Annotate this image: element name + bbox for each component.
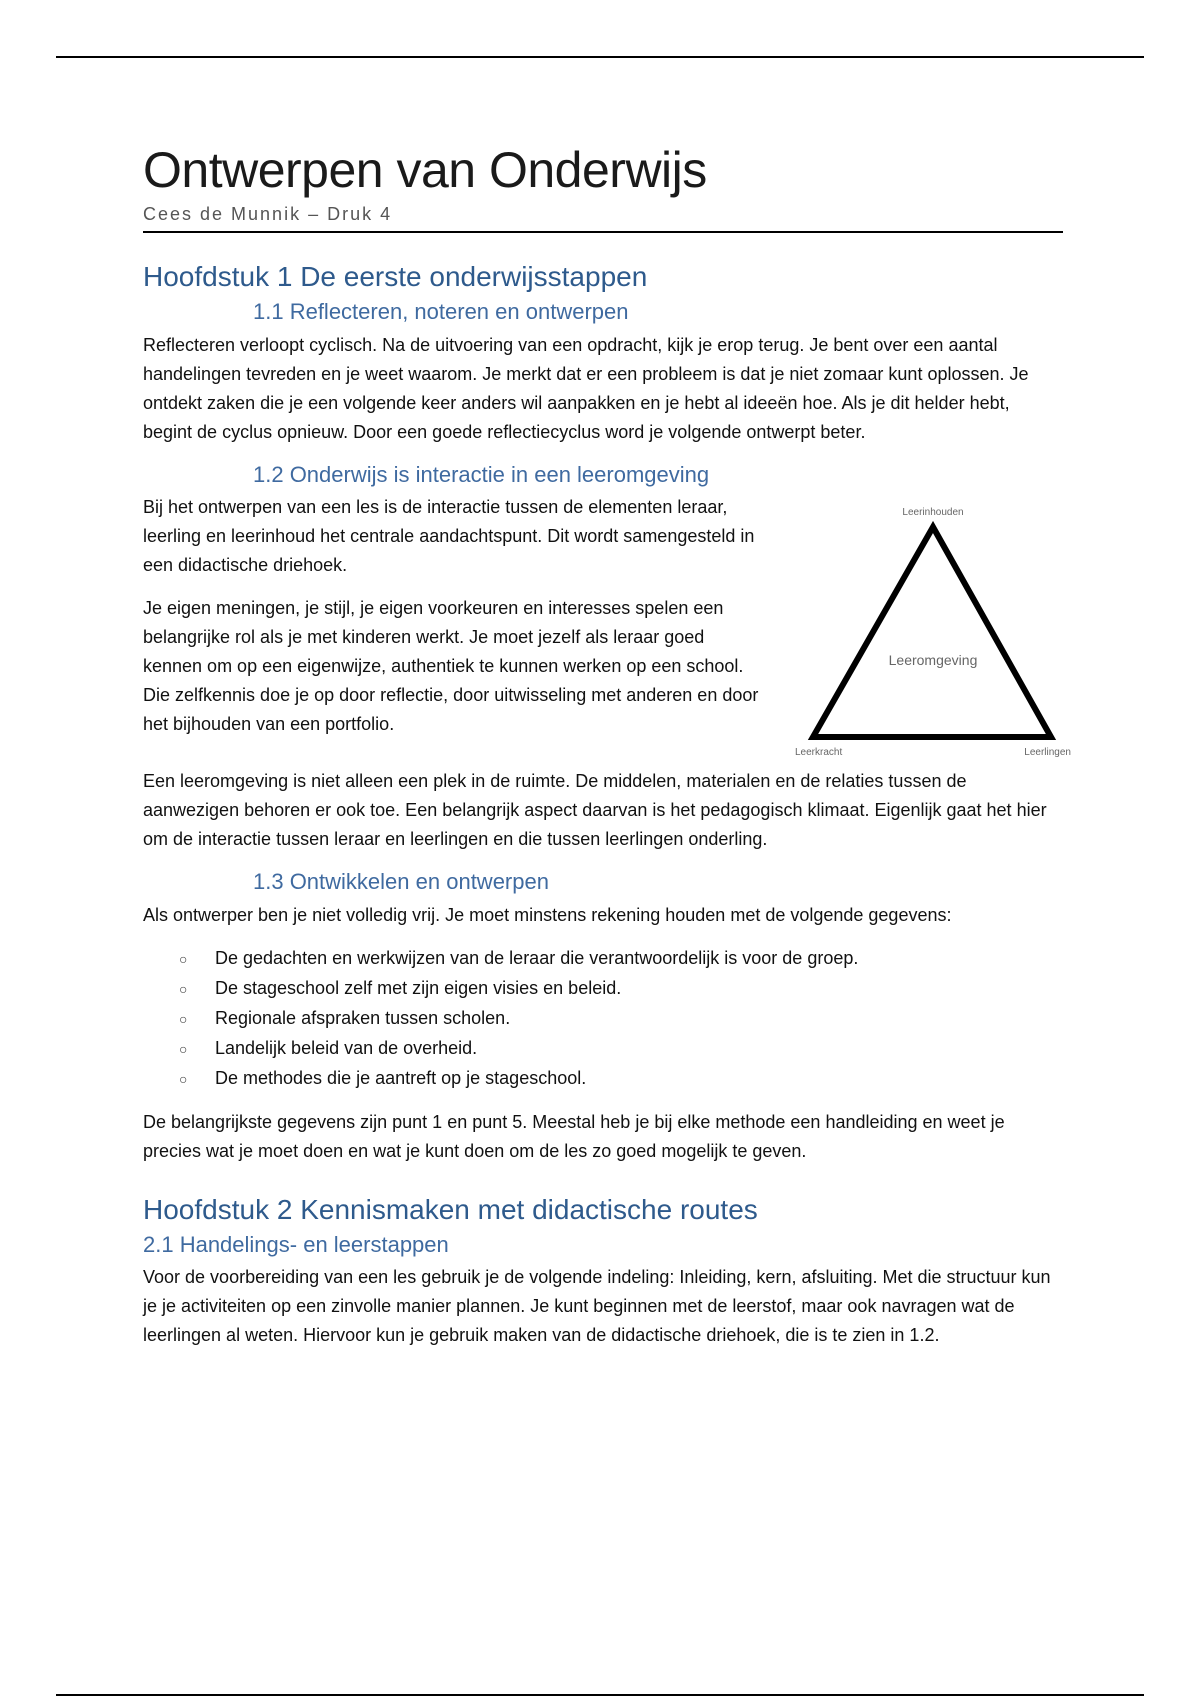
triangle-label-left: Leerkracht	[795, 747, 843, 759]
page-top-rule	[56, 56, 1144, 58]
document-subtitle: Cees de Munnik – Druk 4	[143, 204, 1063, 233]
didactic-triangle-diagram	[783, 497, 1083, 762]
section-1-2-paragraph-3: Een leeromgeving is niet alleen een plek in de ruimte. De middelen, materialen en de relaties tussen de aanwezigen behoren er ook toe. Een belangrijk aspect daarvan is het pedagogisch klimaat. Eigenlijk gaat het hier om de interactie tussen leraar en leerlingen en die tussen leerlingen onderling.	[143, 771, 1047, 850]
triangle-label-top: Leerinhouden	[902, 507, 964, 519]
section-1-3-paragraph-1: Als ontwerper ben je niet volledig vrij. Je moet minstens rekening houden met de volgende gegevens:	[143, 904, 952, 925]
list-item	[179, 1064, 1063, 1094]
list-item-text: De methodes die je aantreft op je stageschool.	[215, 1067, 587, 1088]
triangle-label-center: Leeromgeving	[888, 652, 978, 669]
document-title: Ontwerpen van Onderwijs	[143, 142, 707, 198]
section-1-3-paragraph-2: De belangrijkste gegevens zijn punt 1 en punt 5. Meestal heb je bij elke methode een handleiding en weet je precies wat je moet doen en wat je kunt doen om de les zo goed mogelijk te geven.	[143, 1111, 1005, 1161]
section-2-1-heading: 2.1 Handelings- en leerstappen	[143, 1231, 449, 1257]
chapter-2-heading: Hoofdstuk 2 Kennismaken met didactische routes	[143, 1193, 758, 1225]
list-item	[179, 1034, 1063, 1064]
list-item	[179, 944, 1063, 974]
page-bottom-rule	[56, 1694, 1144, 1696]
circle-bullet-icon: ○	[179, 950, 188, 967]
list-item	[179, 1004, 1063, 1034]
list-item	[179, 974, 1063, 1004]
chapter-1-heading: Hoofdstuk 1 De eerste onderwijsstappen	[143, 261, 648, 292]
section-1-3-bullet-list	[143, 944, 1063, 1094]
section-1-2-split	[143, 493, 1071, 767]
circle-bullet-icon: ○	[179, 1040, 188, 1057]
triangle-shape	[813, 527, 1051, 737]
triangle-label-right: Leerlingen	[1024, 747, 1071, 759]
section-1-1-paragraph: Reflecteren verloopt cyclisch. Na de uitvoering van een opdracht, kijk je erop terug. Je bent over een aantal handelingen tevreden en je weet waarom. Je merkt dat er een probleem is dat je niet zomaar kunt oplossen. Je ontdekt zaken die je een volgende keer anders wil aanpakken en je hebt al ideeën hoe. Als je dit helder hebt, begint de cyclus opnieuw. Door een goede reflectiecyclus word je volgende ontwerpt beter.	[143, 334, 1029, 442]
section-1-2-heading: 1.2 Onderwijs is interactie in een leeromgeving	[253, 461, 710, 487]
list-item-text: De gedachten en werkwijzen van de leraar die verantwoordelijk is voor de groep.	[215, 947, 859, 968]
didactic-triangle-figure	[783, 497, 1083, 767]
circle-bullet-icon: ○	[179, 1010, 188, 1027]
circle-bullet-icon: ○	[179, 1070, 188, 1087]
document-body	[143, 140, 1071, 1364]
list-item-text: De stageschool zelf met zijn eigen visies en beleid.	[215, 977, 622, 998]
section-1-1-heading: 1.1 Reflecteren, noteren en ontwerpen	[253, 299, 629, 324]
section-1-3-heading: 1.3 Ontwikkelen en ontwerpen	[253, 869, 549, 895]
list-item-text: Landelijk beleid van de overheid.	[215, 1037, 478, 1058]
circle-bullet-icon: ○	[179, 980, 188, 997]
section-1-2-paragraph-2: Je eigen meningen, je stijl, je eigen voorkeuren en interesses spelen een belangrijke rol als je met kinderen werkt. Je moet jezelf als leraar goed kennen om op een eigenwijze, authentiek te kunnen werken op een school. Die zelfkennis doe je op door reflectie, door uitwisseling met anderen en door het bijhouden van een portfolio.	[143, 598, 759, 735]
section-1-2-text-column	[143, 493, 768, 753]
list-item-text: Regionale afspraken tussen scholen.	[215, 1007, 511, 1028]
section-1-2-paragraph-1: Bij het ontwerpen van een les is de interactie tussen de elementen leraar, leerling en leerinhoud het centrale aandachtspunt. Dit wordt samengesteld in een didactische driehoek.	[143, 497, 755, 576]
section-2-1-paragraph: Voor de voorbereiding van een les gebruik je de volgende indeling: Inleiding, kern, afsluiting. Met die structuur kun je je activiteiten op een zinvolle manier plannen. Je kunt beginnen met de leerstof, maar ook navragen wat de leerlingen al weten. Hiervoor kun je gebruik maken van de didactische driehoek, die is te zien in 1.2.	[143, 1267, 1051, 1346]
